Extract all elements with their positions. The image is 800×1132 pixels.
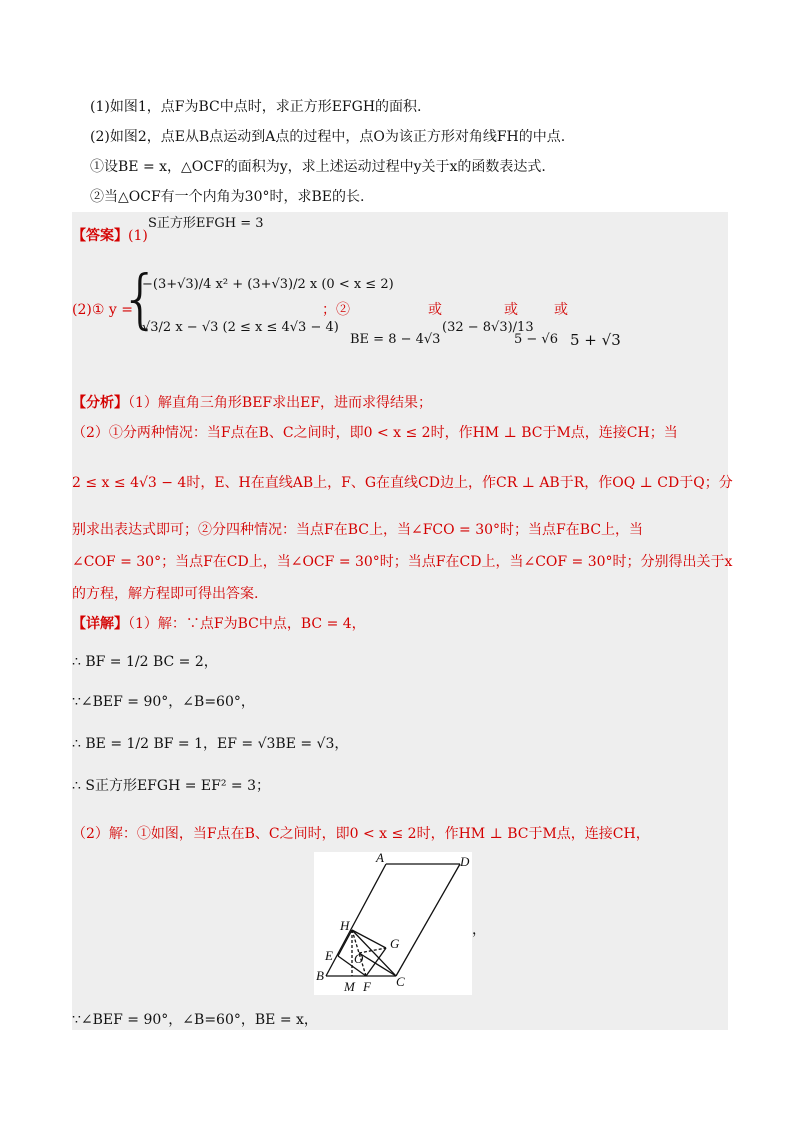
detail-text-1: （1）解：∵点F为BC中点，BC = 4， bbox=[128, 616, 366, 632]
question-2: (2)如图2，点E从B点运动到A点的过程中，点O为该正方形对角线FH的中点. bbox=[90, 129, 566, 145]
label-M: M bbox=[344, 979, 355, 994]
piecewise-brace: { bbox=[120, 263, 161, 337]
parallelogram-diagram bbox=[314, 852, 472, 995]
edge-HE bbox=[338, 930, 352, 956]
detail-line-7: ∵∠BEF = 90°，∠B=60°，BE = x， bbox=[72, 1012, 318, 1028]
answer-or-2: 或 bbox=[504, 302, 518, 318]
detail-line-6: （2）解：①如图，当F点在B、C之间时，即0 < x ≤ 2时，作HM ⊥ BC于M点，连接CH， bbox=[72, 826, 650, 842]
geometry-figure bbox=[314, 852, 472, 995]
label-O: O bbox=[354, 951, 364, 966]
answer-line-1 bbox=[72, 226, 148, 246]
piecewise-case-2: √3/2 x − √3 (2 ≤ x ≤ 4√3 − 4) bbox=[142, 320, 339, 335]
analysis-line-3: 2 ≤ x ≤ 4√3 − 4时，E、H在直线AB上，F、G在直线CD边上，作CR ⊥ AB于R，作OQ ⊥ CD于Q；分 bbox=[72, 475, 733, 491]
label-H: H bbox=[340, 918, 350, 933]
label-F: F bbox=[363, 979, 371, 994]
label-D: D bbox=[460, 854, 470, 869]
label-G: G bbox=[390, 936, 400, 951]
detail-tag: 【详解】 bbox=[72, 616, 128, 632]
answer-or-1: 或 bbox=[428, 302, 442, 318]
piecewise-case-1: −(3+√3)/4 x² + (3+√3)/2 x (0 < x ≤ 2) bbox=[142, 277, 394, 292]
label-C: C bbox=[396, 974, 405, 989]
answer-value-2: (32 − 8√3)/13 bbox=[442, 320, 534, 335]
analysis-text-1: （1）解直角三角形BEF求出EF，进而求得结果； bbox=[128, 395, 433, 411]
detail-line-3: ∵∠BEF = 90°，∠B=60°， bbox=[72, 694, 255, 710]
question-2a: ①设BE = x，△OCF的面积为y，求上述运动过程中y关于x的函数表达式. bbox=[90, 159, 546, 175]
edge-DC bbox=[396, 864, 460, 976]
detail-line-1 bbox=[72, 614, 366, 634]
analysis-line-5: ∠COF = 30°；当点F在CD上，当∠OCF = 30°时；当点F在CD上，当∠COF = 30°时；分别得出关于x bbox=[72, 554, 733, 570]
answer-part1-label: (1) bbox=[128, 228, 148, 244]
answer-value-1: BE = 8 − 4√3 bbox=[350, 332, 441, 347]
label-B: B bbox=[316, 968, 324, 983]
answer-or-3: 或 bbox=[554, 302, 568, 318]
answer-value-4: 5 + √3 bbox=[570, 331, 621, 349]
answer-separator: ；② bbox=[322, 302, 350, 318]
label-E: E bbox=[325, 948, 333, 963]
question-2b: ②当△OCF有一个内角为30°时，求BE的长. bbox=[90, 189, 365, 205]
detail-line-5: ∴ S正方形EFGH = EF² = 3； bbox=[72, 778, 270, 794]
analysis-line-1 bbox=[72, 393, 432, 413]
analysis-tag: 【分析】 bbox=[72, 395, 128, 411]
detail-line-4: ∴ BE = 1/2 BF = 1，EF = √3BE = √3， bbox=[72, 736, 349, 752]
answer-tag: 【答案】 bbox=[72, 228, 128, 244]
answer-value-3: 5 − √6 bbox=[514, 332, 558, 347]
label-A: A bbox=[376, 852, 384, 865]
analysis-line-6: 的方程，解方程即可得出答案. bbox=[72, 586, 259, 602]
analysis-line-2: （2）①分两种情况：当F点在B、C之间时，即0 < x ≤ 2时，作HM ⊥ BC于M点，连接CH；当 bbox=[72, 425, 678, 441]
figure-trailing-comma: ， bbox=[472, 922, 486, 938]
analysis-line-4: 别求出表达式即可；②分四种情况：当点F在BC上，当∠FCO = 30°时；当点F在BC上，当 bbox=[72, 522, 644, 538]
answer-part1-expr: S正方形EFGH = 3 bbox=[148, 216, 264, 231]
answer-part2-label: (2)① y = bbox=[72, 302, 133, 318]
detail-line-2: ∴ BF = 1/2 BC = 2， bbox=[72, 654, 218, 670]
question-1: (1)如图1，点F为BC中点时，求正方形EFGH的面积. bbox=[90, 99, 422, 115]
